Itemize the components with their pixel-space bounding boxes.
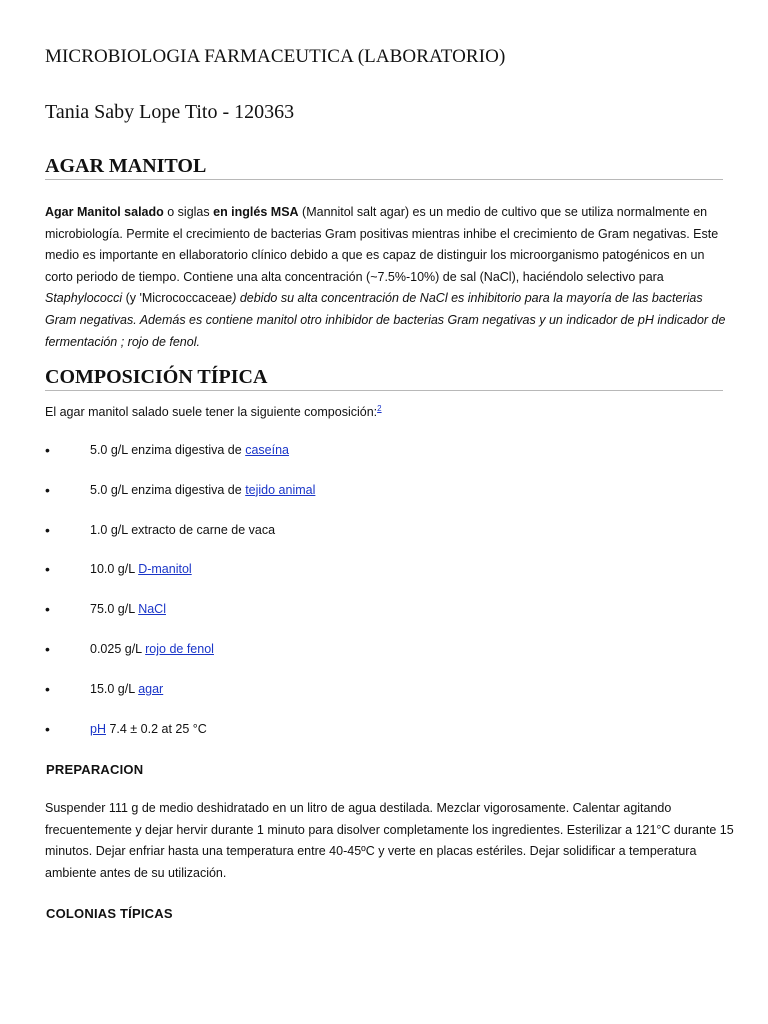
composition-item-link[interactable]: agar: [138, 681, 164, 696]
bullet-icon: •: [45, 720, 50, 737]
bullet-icon: •: [45, 680, 50, 697]
composition-item-text: [90, 480, 315, 500]
composition-item: [45, 480, 725, 520]
composition-list: [45, 440, 725, 758]
composition-item-text: [90, 639, 214, 659]
composition-item-link[interactable]: D-manitol: [138, 562, 192, 577]
composition-item: [45, 639, 725, 679]
bullet-icon: •: [45, 601, 50, 618]
bullet-icon: •: [45, 481, 50, 498]
composition-item: [45, 559, 725, 599]
composition-item-amount: 5.0 g/L enzima digestiva de: [90, 482, 246, 497]
heading-colonias: COLONIAS TÍPICAS: [46, 906, 173, 921]
heading-composicion: COMPOSICIÓN TÍPICA: [45, 366, 723, 391]
composition-item-text: [90, 719, 207, 739]
composition-lead: [45, 402, 735, 424]
intro-text-3: (y 'Micrococcaceae: [122, 291, 233, 306]
composition-item: [45, 599, 725, 639]
composition-item-amount: 15.0 g/L: [90, 681, 139, 696]
bullet-icon: •: [45, 442, 50, 458]
course-title: MICROBIOLOGIA FARMACEUTICA (LABORATORIO): [45, 46, 506, 67]
intro-italic-tail: ) debido su alta concentración de NaCl es inhibitorio para la mayoría de las bacterias Gram negativas. Además es contiene manitol otro inhibidor de bacterias Gram negativas y un indicador de pH indicador de fermentación ; rojo de fenol.: [45, 291, 726, 349]
composition-item-link[interactable]: caseína: [245, 443, 289, 457]
composition-item-link[interactable]: pH: [90, 721, 106, 736]
composition-item-link[interactable]: rojo de fenol: [145, 641, 214, 656]
bullet-icon: •: [45, 561, 50, 578]
heading-preparacion: PREPARACION: [46, 762, 144, 777]
composition-item-link[interactable]: NaCl: [138, 602, 166, 617]
author-line: Tania Saby Lope Tito - 120363: [45, 101, 295, 123]
intro-text-2: (Mannitol salt agar) es un medio de cultivo que se utiliza normalmente en microbiología. Permite el crecimiento de bacterias Gram positivas mientras inhibe el crecimiento de Gram negativas. Este medio es importante en ellaboratorio clínico debido a que es capaz de distinguir los microorganismo patogénicos en un corto periodo de tiempo. Contiene una alta concentración (~7.5%-10%) de sal (NaCl), haciéndolo selectivo para: [45, 205, 719, 284]
composition-item: [45, 520, 725, 560]
intro-paragraph: [45, 202, 735, 353]
composition-item-amount: 1.0 g/L extracto de carne de vaca: [90, 522, 276, 537]
composition-item: [45, 440, 725, 480]
composition-item-text: [90, 440, 289, 460]
preparation-paragraph: Suspender 111 g de medio deshidratado en un litro de agua destilada. Mezclar vigorosamente. Calentar agitando frecuentemente y dejar hervir durante 1 minuto para disolver completamente los ingredientes. Esterilizar a 121°C durante 15 minutos. Dejar enfriar hasta una temperatura entre 40-45ºC y verte en placas estériles. Dejar solidificar a temperatura ambiente antes de su utilización.: [45, 801, 734, 880]
composition-item-amount: 10.0 g/L: [90, 562, 139, 577]
composition-item-amount: 0.025 g/L: [90, 641, 146, 656]
reference-link[interactable]: 2: [377, 403, 382, 413]
bullet-icon: •: [45, 640, 50, 657]
bullet-icon: •: [45, 521, 50, 538]
composition-item-text: [90, 520, 275, 540]
composition-item: [45, 719, 725, 759]
composition-item-text: [90, 599, 166, 619]
intro-italic-staphylococci: Staphylococci: [45, 291, 123, 306]
intro-text-1: o siglas: [163, 205, 214, 219]
composition-item-text: [90, 559, 192, 579]
composition-lead-text: El agar manitol salado suele tener la siguiente composición:: [45, 405, 378, 419]
composition-item-amount: 5.0 g/L enzima digestiva de: [90, 443, 246, 457]
composition-item-amount: 75.0 g/L: [90, 602, 139, 617]
intro-bold-english: en inglés MSA: [213, 205, 299, 219]
composition-item-suffix: 7.4 ± 0.2 at 25 °C: [105, 721, 207, 736]
composition-item: [45, 679, 725, 719]
reference-superscript: [377, 404, 381, 413]
intro-bold-term: Agar Manitol salado: [45, 205, 164, 219]
heading-agar-manitol: AGAR MANITOL: [45, 155, 723, 180]
composition-item-link[interactable]: tejido animal: [245, 482, 316, 497]
composition-item-text: [90, 679, 163, 699]
